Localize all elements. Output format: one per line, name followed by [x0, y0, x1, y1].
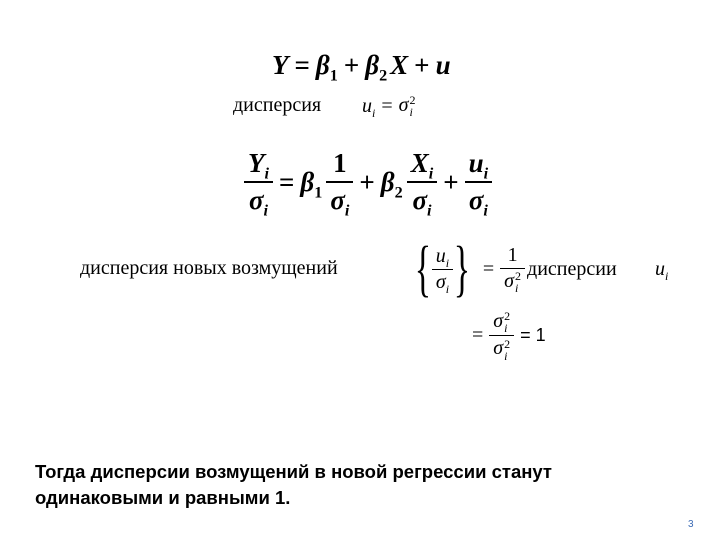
conclusion-text: [35, 459, 552, 511]
eq2-plus-a: +: [359, 166, 375, 197]
conclusion-line-2: одинаковыми и равными 1.: [35, 487, 291, 508]
new-disturbance-label: дисперсия новых возмущений: [80, 257, 338, 279]
nd-u-right: $u_i$: [655, 258, 669, 283]
eq1-beta1: $\beta_1$: [315, 50, 338, 85]
brace-group: { $\frac{u_i}{\sigma_i}$ }: [414, 235, 471, 303]
frac-1-sigma2: 1 σ 2 i: [500, 244, 525, 294]
equation-model: [272, 50, 451, 85]
page-number: 3: [688, 519, 694, 530]
frac-Y-sigma: $\frac{Y_i}{\sigma_i}$: [244, 148, 273, 216]
res-equals-a: =: [472, 324, 484, 347]
eq1-plus-b: +: [414, 50, 430, 80]
eq1-Y: Y: [272, 50, 289, 80]
frac-X-sigma: $\frac{X_i}{\sigma_i}$: [407, 148, 438, 216]
nd-label-right: дисперсии: [527, 257, 617, 280]
var-sigma: σ 2 i: [398, 93, 416, 120]
var-equals: =: [381, 94, 393, 117]
eq2-plus-b: +: [443, 166, 459, 197]
variance-formula: [362, 94, 416, 118]
eq2-beta1: $\beta_1$: [300, 166, 323, 201]
res-equals-one: = 1: [520, 325, 546, 346]
nd-equals: =: [482, 257, 495, 280]
new-disturbance-formula: [408, 235, 617, 303]
conclusion-line-1: Тогда дисперсии возмущений в новой регрессии станут: [35, 461, 552, 482]
frac-u-sigma-small: $\frac{u_i}{\sigma_i}$: [432, 245, 453, 294]
variance-label: дисперсия: [233, 94, 322, 116]
frac-u-sigma: $\frac{u_i}{\sigma_i}$: [465, 148, 493, 216]
eq1-plus-a: +: [343, 50, 360, 80]
eq1-equals: =: [294, 50, 310, 80]
equation-weighted: [244, 148, 492, 220]
equation-result: [466, 310, 546, 362]
eq1-beta2: $\beta_2$: [365, 50, 388, 85]
frac-sigma2-sigma2: σ 2 i σ 2 i: [489, 310, 514, 362]
var-u: $u_i$: [362, 94, 376, 120]
eq1-u: u: [435, 50, 451, 80]
eq2-beta2: $\beta_2$: [380, 166, 403, 201]
frac-1-sigma: $\frac{1}{\sigma_i}$: [326, 148, 353, 216]
eq1-X: X: [390, 50, 409, 80]
eq2-equals: =: [279, 166, 295, 197]
